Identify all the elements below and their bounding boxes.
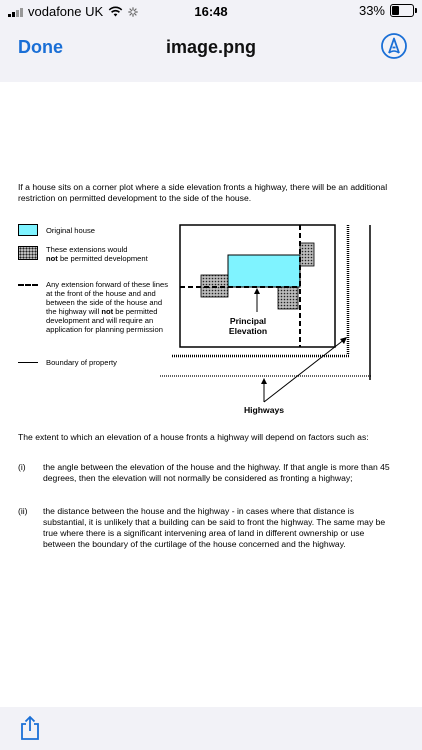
share-icon[interactable] [19, 715, 41, 741]
highway-arrow-right [264, 339, 345, 402]
legend-not-permitted-2: be permitted development [59, 254, 148, 263]
legend-not-permitted [46, 245, 172, 263]
legend-boundary: Boundary of property [46, 358, 117, 367]
principal-elevation-line1: Principal [229, 316, 267, 326]
corner-plot-diagram [160, 220, 400, 435]
legend-not-permitted-bold: not [46, 254, 58, 263]
original-house-swatch [18, 224, 38, 236]
bottom-toolbar [0, 707, 422, 750]
extent-paragraph: The extent to which an elevation of a house fronts a highway will depend on factors such as: [18, 432, 369, 442]
legend-original-house: Original house [46, 226, 95, 235]
intro-paragraph: If a house sits on a corner plot where a side elevation fronts a highway, there will be an additional restriction on permitted development to the side of the house. [18, 182, 388, 203]
principal-elevation-label [223, 316, 273, 336]
boundary-line-swatch [18, 362, 38, 363]
done-button[interactable]: Done [18, 37, 63, 57]
battery-percent: 33% [358, 3, 385, 18]
list-item-text: the distance between the house and the highway - in cases where that distance is substantial, it is unlikely that a building can be said to front the highway. The same may be true where there is a significant intervening area of land in different ownership or use between the boundary of the curtilage of the house concerned and the highway. [43, 506, 386, 549]
page-title: image.png [165, 37, 256, 57]
dashed-line-swatch [18, 284, 38, 286]
list-item-number: (ii) [18, 506, 28, 516]
extension-front-right [278, 287, 298, 309]
nav-bar [0, 28, 422, 68]
list-item-number: (i) [18, 462, 26, 472]
document-page [0, 82, 422, 707]
status-right [359, 3, 414, 18]
status-time: 16:48 [194, 4, 228, 19]
markup-icon[interactable] [380, 32, 408, 60]
legend-forward-extension [46, 280, 172, 334]
battery-level [392, 6, 399, 15]
highways-label: Highways [243, 405, 285, 415]
legend-forward-bold: not [101, 307, 114, 316]
carrier-label: vodafone UK [28, 4, 104, 19]
list-item-text: the angle between the elevation of the house and the highway. If that angle is more than 45 degrees, then the elevation will not normally be considered as fronting a highway; [43, 462, 390, 483]
legend-forward-1: Any extension forward of these lines at the front of the house and and between the side of the house and the highway will [46, 280, 168, 316]
not-permitted-swatch [18, 246, 38, 260]
legend-not-permitted-1: These extensions would [46, 245, 128, 254]
principal-elevation-line2: Elevation [228, 326, 268, 336]
extension-side [300, 243, 314, 266]
legend-forward-2: be permitted development and will require an application for planning permission [46, 307, 163, 334]
status-bar [0, 0, 422, 22]
battery-icon [390, 4, 414, 17]
diagram-svg [160, 220, 400, 430]
original-house [228, 255, 300, 287]
